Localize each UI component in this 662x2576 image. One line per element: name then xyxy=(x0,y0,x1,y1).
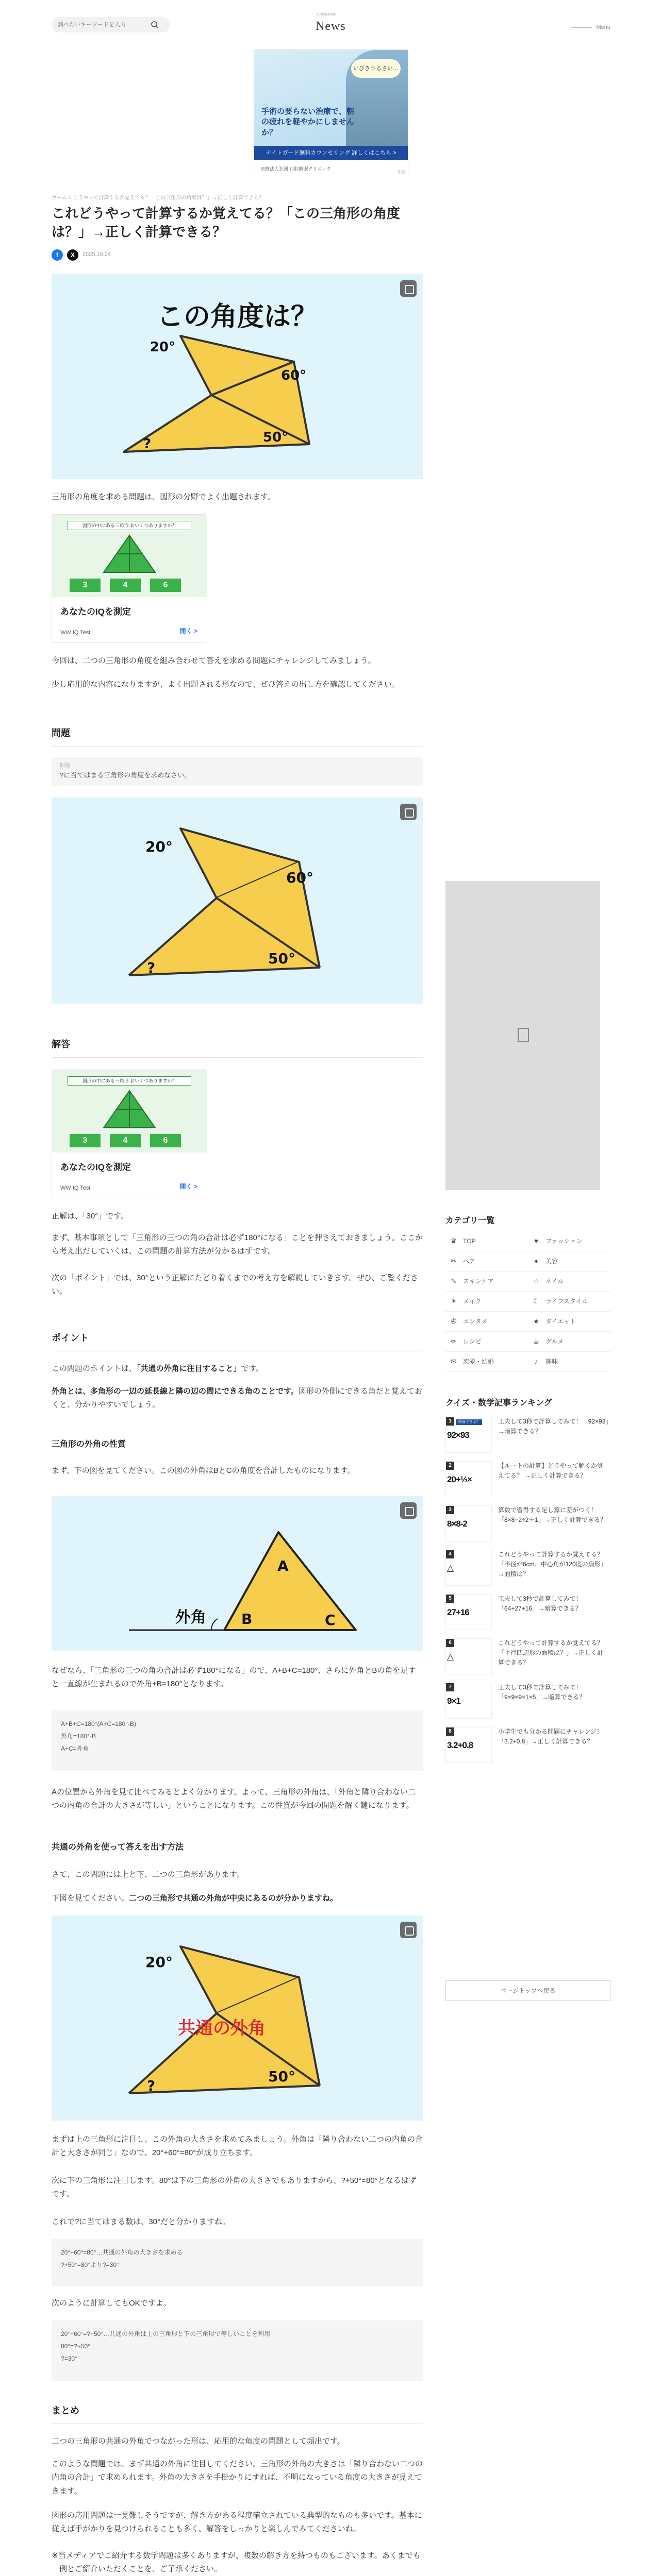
ranking-number: 3 xyxy=(446,1506,454,1514)
article-meta xyxy=(52,249,111,261)
hero-angle-unknown: ? xyxy=(143,436,152,452)
search-input[interactable] xyxy=(58,22,151,28)
ranking-thumbnail xyxy=(445,1727,492,1763)
ranking-title: これどうやって計算するか覚えてる？「平行四辺形の面積は？」→正しく計算できる？ xyxy=(498,1639,604,1667)
vertex-b-label: B xyxy=(241,1611,253,1628)
iq-ad-options xyxy=(70,1134,181,1147)
ranking-thumbnail xyxy=(445,1417,492,1453)
logo-text: News xyxy=(316,20,346,33)
iq-ad-open-button[interactable]: 開く > xyxy=(179,628,197,635)
summary-paragraph-3: 図形の応用問題は一見難しそうですが、解き方がある程度確立されている典型的なものも多いです。基本に従えば手がかりを見つけられることも多く、解答をしっかりと楽しんでみてくださいね。 xyxy=(52,2511,422,2534)
category-label: TOP xyxy=(463,1237,476,1245)
summary-paragraph-2: このような問題では、まず共通の外角に注目してください。三角形の外角の大きさは「隣り合わない二つの内角の合計」で求められます。外角の大きさを手掛かりにすれば、不明になっている角度の大きさが見えてきます。 xyxy=(52,2460,423,2496)
ranking-title: 【ルートの計算】どうやって解くか覚えてる？ →正しく計算できる？ xyxy=(498,1462,604,1480)
problem-label: 問題 xyxy=(60,763,70,769)
problem-figure[interactable] xyxy=(52,798,423,1004)
point-text: です。 xyxy=(241,1364,264,1373)
calc-intro: 次のように計算してもOKですよ。 xyxy=(52,2299,171,2308)
article-title: これどうやって計算するか覚えてる？「この三角形の角度は？」→正しく計算できる？ xyxy=(52,206,401,240)
answer-paragraph-1: まず、基本事項として「三角形の三つの角の合計は必ず180°になる」ことを押さえておきましょう。ここから考え出だしていくは、この問題の計算方法が分かるはずです。 xyxy=(52,1233,423,1256)
category-label: ファッション xyxy=(545,1237,583,1245)
category-label: グルメ xyxy=(545,1337,564,1345)
point-emphasis: 「共通の外角に注目すること」 xyxy=(137,1364,241,1373)
ranking-thumb-text: 27+16 xyxy=(447,1607,469,1617)
ranking-title: 小学生でも分かる問題にチャレンジ！「3.2+0.8」→正しく計算できる？ xyxy=(498,1728,603,1745)
iq-ad-source: WW IQ Test xyxy=(60,630,91,636)
zoom-icon[interactable] xyxy=(400,1922,417,1938)
ranking-number: 4 xyxy=(446,1550,454,1558)
ranking-thumb-text: 9×1 xyxy=(447,1696,460,1706)
category-item[interactable] xyxy=(445,1312,528,1332)
category-label: エンタメ xyxy=(463,1317,488,1325)
common-calc-box-2 xyxy=(52,2320,423,2381)
ranking-heading: クイズ・数学記事ランキング xyxy=(445,1399,552,1408)
ranking-number: 1 xyxy=(446,1417,454,1426)
iq-option[interactable]: 6 xyxy=(150,579,181,592)
iq-ad-image xyxy=(52,1070,207,1153)
category-item[interactable] xyxy=(528,1312,610,1332)
calc-line: ?=30° xyxy=(61,2355,77,2362)
paragraph-challenge: 今回は、二つの三角形の角度を組み合わせて答えを求める問題にチャレンジしてみましょう。 xyxy=(52,656,376,665)
category-item[interactable] xyxy=(445,1231,528,1251)
category-icon: ♘ xyxy=(533,1277,539,1285)
common-exterior-diagram xyxy=(52,1916,423,2121)
ranking-thumbnail xyxy=(445,1683,492,1719)
common-text: 下図を見てください。 xyxy=(52,1894,129,1903)
answer-text: 正解は、「30°」です。 xyxy=(52,1212,128,1221)
common-paragraph-4: 次に下の三角形に注目します。80°は下の三角形の外角の大きさでもありますから、?+50°=80°となるはずです。 xyxy=(52,2176,417,2199)
iq-ad-open-button[interactable]: 開く > xyxy=(179,1183,197,1190)
iq-option[interactable]: 3 xyxy=(70,1134,101,1147)
category-icon: ✂ xyxy=(451,1257,457,1265)
ranking-thumb-text: 8×8-2 xyxy=(447,1519,467,1529)
menu-label: Menu xyxy=(596,24,610,30)
category-icon: ☀ xyxy=(451,1297,457,1305)
summary-paragraph-4: ※当メディアでご紹介する数学問題は多くありますが、複数の解き方を持つものもございます。あくまでも一例とご紹介いただくことを、ご了承ください。 xyxy=(52,2551,421,2574)
page-top-button[interactable]: ページトップへ戻る xyxy=(445,1980,610,2001)
hero-angle-60: 60° xyxy=(281,368,307,383)
x-share-icon[interactable]: X xyxy=(67,249,78,261)
common-emphasis: 二つの三角形で共通の外角が中央にあるのが分かりますね。 xyxy=(129,1894,338,1903)
iq-ad-title: あなたのIQを測定 xyxy=(60,607,131,617)
category-icon: ✏ xyxy=(451,1337,457,1345)
iq-ad-title: あなたのIQを測定 xyxy=(60,1162,131,1172)
ranking-item[interactable] xyxy=(445,1417,610,1460)
facebook-share-icon[interactable]: f xyxy=(52,249,63,261)
iq-ad-question: 図形の中にある三角形 おいくつありますか？ xyxy=(68,1076,191,1086)
heading-common-exterior: 共通の外角を使って答えを出す方法 xyxy=(52,1843,184,1852)
category-label: ネイル xyxy=(545,1277,564,1285)
common-angle-50: 50° xyxy=(268,2068,295,2085)
ranking-item[interactable] xyxy=(445,1550,610,1593)
category-item[interactable] xyxy=(528,1231,610,1251)
common-angle-20: 20° xyxy=(145,1954,173,1971)
category-item[interactable] xyxy=(528,1332,610,1352)
category-item[interactable] xyxy=(528,1272,610,1292)
summary-paragraph-1: 二つの三角形の共通の外角でつながった形は、応用的な角度の問題として頻出です。 xyxy=(52,2437,345,2446)
calc-line: 20°+60°=?+50°…共通の外角は上の三角形と下の三角形で等しいことを利用 xyxy=(61,2330,271,2337)
common-exterior-label: 共通の外角 xyxy=(178,2018,266,2039)
common-paragraph-5: これで?に当てはまる数は、30°だと分かりますね。 xyxy=(52,2217,230,2226)
ad-title: 手術の要らない治療で、朝の疲れを軽やかにしませんか？ xyxy=(261,107,355,137)
category-icon: ✎ xyxy=(451,1277,457,1285)
category-icon: ☾ xyxy=(533,1297,539,1305)
category-heading: カテゴリ一覧 xyxy=(445,1216,495,1225)
ranking-item[interactable] xyxy=(445,1461,610,1504)
calc-line: A+C=外角 xyxy=(61,1745,89,1752)
point-text: この問題のポイントは、 xyxy=(52,1364,137,1373)
ranking-number: 6 xyxy=(446,1639,454,1647)
calc-line: 外角=180°-B xyxy=(61,1733,96,1740)
hero-question-label: この角度は？ xyxy=(156,301,318,332)
site-header xyxy=(0,0,662,46)
category-icon: ☕ xyxy=(533,1337,539,1345)
category-label: ダイエット xyxy=(545,1317,576,1325)
category-item[interactable] xyxy=(445,1272,528,1292)
menu-line-icon xyxy=(571,27,592,28)
ranking-thumbnail xyxy=(445,1461,492,1497)
image-placeholder-icon xyxy=(518,1028,529,1042)
search-icon[interactable] xyxy=(151,21,159,29)
heading-summary: まとめ xyxy=(52,2403,423,2424)
common-angle-unknown: ? xyxy=(147,2077,156,2094)
category-icon: ♦ xyxy=(534,1257,538,1265)
calc-line: 20°+60°=80°…共通の外角の大きさを求める xyxy=(61,2249,183,2256)
ad-cta-strip[interactable]: ナイトガード無料カウンセリング 詳しくはこちら > xyxy=(254,146,408,160)
iq-test-ad[interactable] xyxy=(52,1070,206,1198)
heading-problem: 問題 xyxy=(52,725,423,747)
category-item[interactable] xyxy=(528,1292,610,1312)
category-label: レシピ xyxy=(463,1337,482,1345)
category-label: 趣味 xyxy=(545,1358,558,1365)
common-paragraph-2 xyxy=(52,1892,423,1905)
iq-ad-question: 図形の中にある三角形 おいくつありますか？ xyxy=(68,521,191,530)
category-icon: ♛ xyxy=(451,1236,457,1245)
category-icon: ✇ xyxy=(451,1317,457,1325)
iq-option[interactable]: 6 xyxy=(150,1134,181,1147)
exterior-angle-figure[interactable] xyxy=(52,1496,423,1651)
iq-option[interactable]: 4 xyxy=(110,579,141,592)
category-icon: ♪ xyxy=(534,1357,538,1365)
problem-angle-60: 60° xyxy=(286,869,313,886)
ranking-tag: 暗算できる？ xyxy=(456,1419,482,1425)
top-advertisement[interactable] xyxy=(254,49,408,178)
ranking-thumb-text: 3.2+0.8 xyxy=(447,1740,473,1750)
hero-angle-20: 20° xyxy=(150,340,175,355)
exterior-angle-label: 外角 xyxy=(175,1608,206,1626)
zoom-icon[interactable] xyxy=(400,804,417,820)
exterior-paragraph-2: なぜなら、「三角形の三つの角の合計は必ず180°になる」ので、A+B+C=180°、さらに外角とBの角を足すと一直線が生まれるので外角+B=180°となります。 xyxy=(52,1666,416,1689)
category-item[interactable] xyxy=(528,1251,610,1272)
ad-footer: 医療法人社団 口腔睡眠クリニック xyxy=(254,160,408,178)
iq-test-ad[interactable] xyxy=(52,514,206,643)
ranking-thumb-text: △ xyxy=(447,1563,454,1573)
ranking-item[interactable] xyxy=(445,1505,610,1549)
common-calc-box-1 xyxy=(52,2239,423,2286)
category-label: メイク xyxy=(463,1297,482,1305)
category-label: 恋愛・結婚 xyxy=(463,1358,494,1365)
point-text: 図形の外側にできる角だと覚えておくと、分かりやすいでしょう。 xyxy=(52,1387,422,1410)
paragraph-applied: 少し応用的な内容になりますが、よく出題される形なので、ぜひ答えの出し方を確認してください。 xyxy=(52,680,400,689)
hero-figure[interactable] xyxy=(52,274,423,479)
ranking-title: 工夫して3秒で計算してみて！「64+27+16」→暗算できる？ xyxy=(498,1595,582,1613)
category-item[interactable] xyxy=(445,1251,528,1272)
exterior-calc-box xyxy=(52,1710,423,1771)
hero-angle-50: 50° xyxy=(263,430,289,445)
category-item[interactable] xyxy=(445,1352,528,1372)
category-label: 美容 xyxy=(545,1257,558,1265)
ranking-title: これどうやって計算するか覚えてる？「半径が6cm、中心角が120度の扇形」→面積は？ xyxy=(498,1551,607,1578)
site-logo[interactable] xyxy=(316,15,346,37)
ranking-number: 8 xyxy=(446,1727,454,1736)
iq-option[interactable]: 4 xyxy=(110,1134,141,1147)
category-icon: ★ xyxy=(533,1317,539,1325)
ranking-thumb-text: △ xyxy=(447,1652,454,1662)
ranking-number: 2 xyxy=(446,1462,454,1470)
category-item[interactable] xyxy=(528,1352,610,1372)
ranking-thumbnail xyxy=(445,1594,492,1630)
category-icon: ✉ xyxy=(451,1357,457,1365)
common-exterior-figure[interactable] xyxy=(52,1916,423,2121)
ranking-number: 7 xyxy=(446,1683,454,1691)
problem-box xyxy=(52,757,423,786)
point-emphasis: 外角とは、多角形の一辺の延長線と隣の辺の間にできる角のことです。 xyxy=(52,1387,299,1396)
search-box[interactable] xyxy=(52,17,170,32)
menu-button[interactable] xyxy=(571,23,610,32)
iq-ad-source: WW IQ Test xyxy=(60,1185,91,1191)
iq-option[interactable]: 3 xyxy=(70,579,101,592)
ranking-thumbnail xyxy=(445,1638,492,1674)
zoom-icon[interactable] xyxy=(400,280,417,297)
calc-line: ?+50°=80°より?=30° xyxy=(61,2261,119,2268)
vertex-a-label: A xyxy=(277,1557,289,1574)
zoom-icon[interactable] xyxy=(400,1502,417,1519)
category-label: ライフスタイル xyxy=(545,1297,588,1305)
ranking-thumbnail xyxy=(445,1505,492,1541)
heading-point: ポイント xyxy=(52,1330,423,1351)
ad-label: 広告 xyxy=(398,170,406,174)
category-icon: ♥ xyxy=(534,1236,538,1245)
ad-speech-bubble: いびきうるさい… xyxy=(351,59,401,78)
exterior-paragraph-3: Aの位置から外角を見て比べてみるとよく分かります。よって、三角形の外角は、「外角と隣り合わない二つの内角の合計の大きさが等しい」ということになります。この性質が今回の問題を解く鍵になります。 xyxy=(52,1788,416,1810)
ranking-thumb-text: 20+⅓× xyxy=(447,1475,472,1484)
answer-paragraph-2: 次の「ポイント」では、30°という正解にたどり着くまでの考え方を解説していきます。ぜひ、ご覧ください。 xyxy=(52,1274,418,1296)
problem-angle-20: 20° xyxy=(145,838,173,855)
point-paragraph-2 xyxy=(52,1385,423,1412)
category-item[interactable] xyxy=(445,1292,528,1312)
intro-paragraph: 三角形の角度を求める問題は、図形の分野でよく出題されます。 xyxy=(52,493,275,501)
ranking-title: 工夫して3秒で計算してみて！「92×93」→暗算できる？ xyxy=(498,1418,609,1435)
calc-line: 80°=?+50° xyxy=(61,2343,90,2350)
heading-exterior-angle: 三角形の外角の性質 xyxy=(52,1440,126,1449)
heading-answer: 解答 xyxy=(52,1037,423,1058)
exterior-angle-diagram xyxy=(52,1496,423,1651)
problem-angle-50: 50° xyxy=(268,950,295,967)
exterior-paragraph-1: まず、下の図を見てください。この図の外角はBとCの角度を合計したものになります。 xyxy=(52,1466,355,1475)
publish-date: 2025.10.24 xyxy=(82,251,111,258)
vertex-c-label: C xyxy=(325,1612,336,1629)
iq-ad-image xyxy=(52,515,207,597)
category-item[interactable] xyxy=(445,1332,528,1352)
point-paragraph-1 xyxy=(52,1362,423,1376)
calc-line: A+B+C=180°(A+C=180°-B) xyxy=(61,1720,137,1727)
problem-triangle-diagram xyxy=(52,798,423,1004)
ranking-title: 工夫して3秒で計算してみて！「9×9×9×1×5」→暗算できる？ xyxy=(498,1684,586,1701)
problem-text: ?に当てはまる三角形の角度を求めなさい。 xyxy=(60,771,191,779)
category-label: ヘア xyxy=(463,1257,475,1265)
ranking-number: 5 xyxy=(446,1595,454,1603)
ranking-item[interactable] xyxy=(445,1727,610,1770)
problem-angle-unknown: ? xyxy=(147,959,156,976)
category-grid xyxy=(445,1231,610,1372)
ranking-thumb-text: 92×93 xyxy=(447,1430,469,1440)
sidebar-advertisement[interactable] xyxy=(445,881,600,1190)
ranking-item[interactable] xyxy=(445,1638,610,1682)
iq-ad-options xyxy=(70,579,181,592)
hero-triangle-diagram xyxy=(52,274,423,479)
logo-subtext: FUJINGAHOU xyxy=(317,13,337,16)
ranking-thumbnail xyxy=(445,1550,492,1586)
common-paragraph-1: さて、この問題には上と下、二つの三角形があります。 xyxy=(52,1870,244,1879)
ranking-item[interactable] xyxy=(445,1683,610,1726)
common-paragraph-3: まずは上の三角形に注目し、この外角の大きさを求めてみましょう。外角は「隣り合わない二つの内角の合計と大きさが同じ」なので、20°+60°=80°が成り立ちます。 xyxy=(52,2135,423,2158)
ranking-title: 算数で習得する足し算に差がつく！「8×8−2÷2＋1」→正しく計算できる？ xyxy=(498,1506,606,1524)
category-label: スキンケア xyxy=(463,1277,494,1285)
ranking-item[interactable] xyxy=(445,1594,610,1637)
breadcrumb[interactable]: ホーム > こうやって計算するか覚えてる？「この三角形の角度は？」→正しく計算できる？ xyxy=(52,195,264,201)
